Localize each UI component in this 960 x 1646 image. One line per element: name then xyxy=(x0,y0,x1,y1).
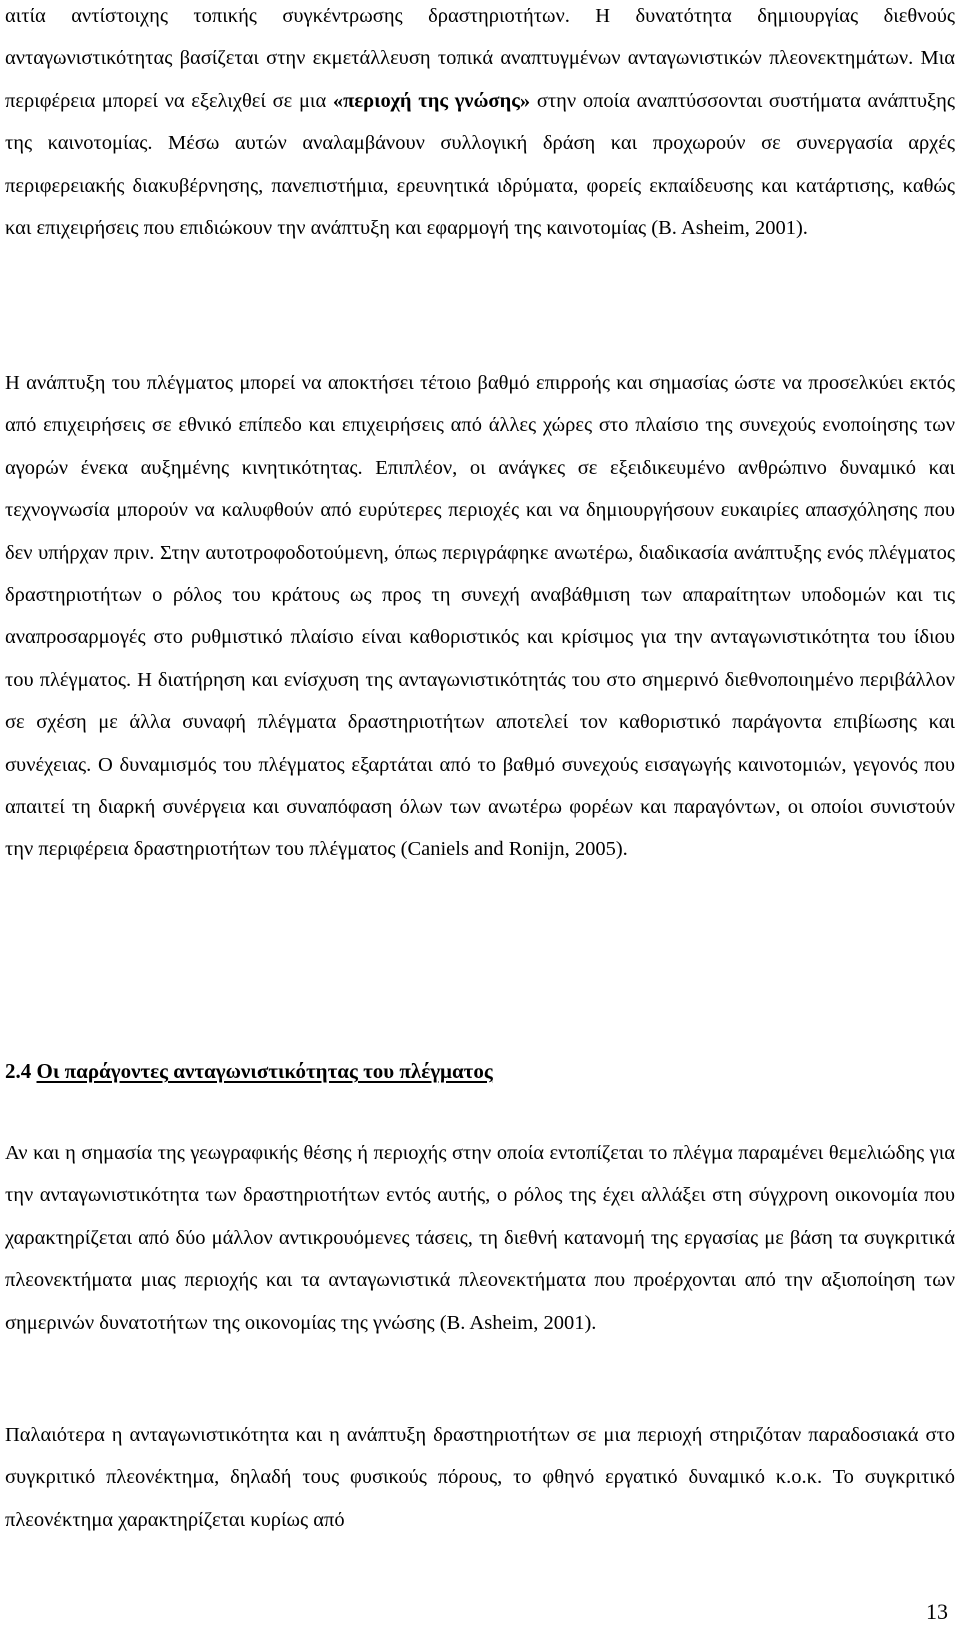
paragraph-comparative-advantage: Παλαιότερα η ανταγωνιστικότητα και η ανάπτυξη δραστηριοτήτων σε μια περιοχή στηριζόταν παραδοσιακά στο συγκριτικό πλεονέκτημα, δηλαδή τους φυσικούς πόρους, το φθηνό εργατικό δυναμικό κ.ο.κ. Το συγκριτικό πλεονέκτημα χαρακτηρίζεται κυρίως από xyxy=(5,1424,955,1531)
section-number: 2.4 xyxy=(5,1059,32,1083)
paragraph-1-text-a: αιτία αντίστοιχης τοπικής συγκέντρωσης δραστηριοτήτων. Η δυνατότητα δημιουργίας διεθνούς ανταγωνιστικότητας βασίζεται στην εκμετάλλευση τοπικά αναπτυγμένων ανταγωνιστικών πλεονεκτημάτων. Μια περιφέρεια μπορεί να εξελιχθεί σε μια xyxy=(5,5,955,112)
section-title: Οι παράγοντες ανταγωνιστικότητας του πλέγματος xyxy=(36,1059,493,1083)
page-number: 13 xyxy=(926,1599,948,1624)
section-heading xyxy=(5,1056,493,1086)
paragraph-1-text-b: στην οποία αναπτύσσονται συστήματα ανάπτυξης της καινοτομίας. Μέσω αυτών αναλαμβάνουν συλλογική δράση και προχωρούν σε συνεργασία αρχές περιφερειακής διακυβέρνησης, πανεπιστήμια, ερευνητικά ιδρύματα, φορείς εκπαίδευσης και κατάρτισης, καθώς και επιχειρήσεις που επιδιώκουν την ανάπτυξη και εφαρμογή της καινοτομίας (B. Asheim, 2001). xyxy=(5,89,956,240)
paragraph-geographic-location: Αν και η σημασία της γεωγραφικής θέσης ή περιοχής στην οποία εντοπίζεται το πλέγμα παραμένει θεμελιώδης για την ανταγωνιστικότητα των δραστηριοτήτων εντός αυτής, ο ρόλος της έχει αλλάξει στη σύγχρονη οικονομία που χαρακτηρίζεται από δύο μάλλον αντικρουόμενες τάσεις, τη διεθνή κατανομή της εργασίας με βάση τα συγκριτικά πλεονεκτήματα μιας περιοχής και τα ανταγωνιστικά πλεονεκτήματα που προέρχονται από την αξιοποίηση των σημερινών δυνατοτήτων της οικονομίας της γνώσης (B. Asheim, 2001). xyxy=(5,1142,955,1334)
paragraph-cluster-development: Η ανάπτυξη του πλέγματος μπορεί να αποκτήσει τέτοιο βαθμό επιρροής και σημασίας ώστε να προσελκύει εκτός από επιχειρήσεις σε εθνικό επίπεδο και επιχειρήσεις από άλλες χώρες στο πλαίσιο της συνεχούς ενοποίησης των αγορών ένεκα αυξημένης κινητικότητας. Επιπλέον, οι ανάγκες σε εξειδικευμένο ανθρώπινο δυναμικό και τεχνογνωσία μπορούν να καλυφθούν από ευρύτερες περιοχές και να δημιουργήσουν ευκαιρίες απασχόλησης που δεν υπήρχαν πριν. Στην αυτοτροφοδοτούμενη, όπως περιγράφηκε ανωτέρω, διαδικασία ανάπτυξης ενός πλέγματος δραστηριοτήτων ο ρόλος του κράτους ως προς τη συνεχή αναβάθμιση των απαραίτητων υποδομών και τις αναπροσαρμογές στο ρυθμιστικό πλαίσιο είναι καθοριστικός και κρίσιμος για την ανταγωνιστικότητα του ίδιου του πλέγματος. Η διατήρηση και ενίσχυση της ανταγωνιστικότητάς του στο σημερινό διεθνοποιημένο περιβάλλον σε σχέση με άλλα συναφή πλέγματα δραστηριοτήτων αποτελεί τον καθοριστικό παράγοντα επιβίωσης και συνέχειας. Ο δυναμισμός του πλέγματος εξαρτάται από το βαθμό συνεχούς εισαγωγής καινοτομιών, γεγονός που απαιτεί τη διαρκή συνέργεια και συναπόφαση όλων των ανωτέρω φορέων και παραγόντων, οι οποίοι συνιστούν την περιφέρεια δραστηριοτήτων του πλέγματος (Caniels and Ronijn, 2005). xyxy=(5,372,955,861)
knowledge-region-emphasis: «περιοχή της γνώσης» xyxy=(332,89,531,112)
paragraph-knowledge-region xyxy=(5,0,955,249)
